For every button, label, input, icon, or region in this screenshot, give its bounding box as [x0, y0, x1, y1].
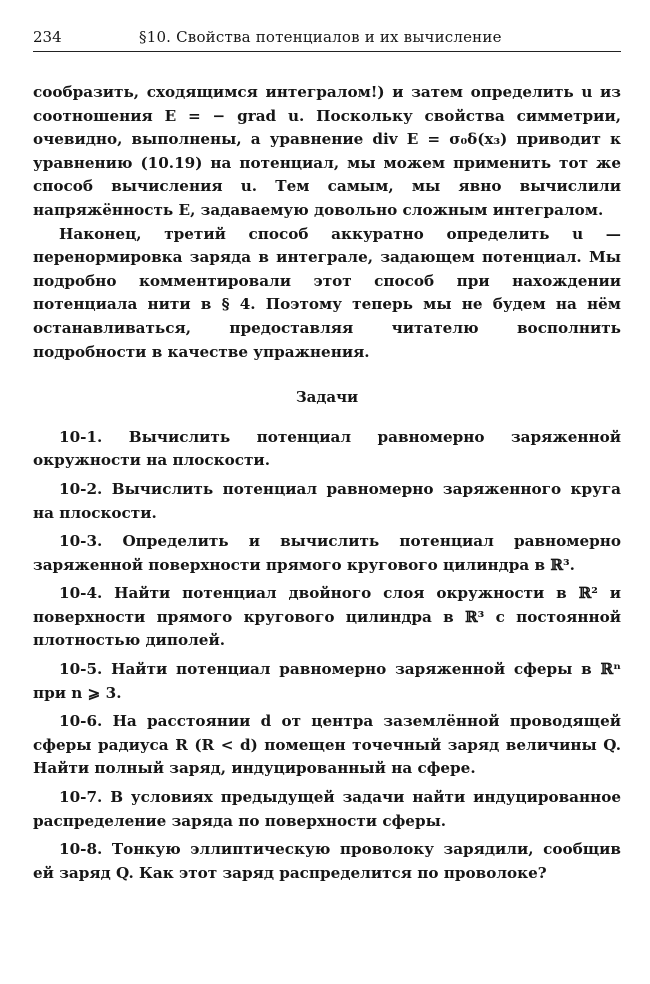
- problem-text: Тонкую эллиптическую проволоку зарядили, сообщив ей заряд Q. Как этот заряд распределится по проволоке?: [33, 840, 621, 882]
- problem-number: 10-6.: [59, 712, 103, 731]
- problem-text: Найти потенциал равномерно заряженной сферы в ℝⁿ при n ⩾ 3.: [33, 660, 622, 702]
- problem-text: Найти потенциал двойного слоя окружности в ℝ² и поверхности прямого кругового цилиндра в ℝ³ с постоянной плотностью диполей.: [33, 584, 621, 650]
- paragraph-continued: сообразить, сходящимся интегралом!) и затем определить u из соотношения E = − grad u. Поскольку свойства симметрии, очевидно, выполнены, а уравнение div E = σ₀δ(x₃) приводит к уравнению (10.19) на потенциал, мы можем применить тот же способ вычисления u. Тем самым, мы явно вычислили напряжённость E, задаваемую довольно сложным интегралом.: [33, 83, 621, 219]
- running-header: [33, 28, 621, 50]
- problem-number: 10-4.: [59, 584, 103, 603]
- page-number: 234: [33, 28, 62, 46]
- problem-text: Вычислить потенциал равномерно заряженного круга на плоскости.: [33, 479, 621, 522]
- problem-number: 10-1.: [59, 427, 103, 446]
- problem-item: [33, 786, 621, 833]
- header-rule: [33, 51, 621, 52]
- problem-number: 10-7.: [59, 788, 103, 807]
- problem-item: [33, 710, 621, 781]
- problem-number: 10-8.: [59, 840, 103, 859]
- problem-item: [33, 530, 621, 577]
- problem-item: [33, 838, 621, 885]
- problem-item: [33, 582, 621, 653]
- problem-number: 10-3.: [59, 532, 103, 551]
- problem-item: [33, 658, 621, 705]
- paragraph-renormalization: Наконец, третий способ аккуратно определить u — перенормировка заряда в интеграле, задающем потенциал. Мы подробно комментировали этот способ при нахождении потенциала нити в § 4. Поэтому теперь мы не будем на нём останавливаться, предоставляя читателю восполнить подробности в качестве упражнения.: [33, 224, 621, 361]
- problem-text: Вычислить потенциал равномерно заряженной окружности на плоскости.: [33, 427, 621, 470]
- problem-list: [33, 426, 621, 886]
- problem-number: 10-2.: [59, 479, 103, 498]
- running-title: §10. Свойства потенциалов и их вычисление: [139, 28, 502, 46]
- problem-item: [33, 426, 621, 473]
- section-heading-problems: Задачи: [295, 388, 359, 407]
- problem-item: [33, 478, 621, 525]
- problem-text: На расстоянии d от центра заземлённой проводящей сферы радиуса R (R < d) помещен точечный заряд величины Q. Найти полный заряд, индуцированный на сфере.: [33, 712, 621, 778]
- problem-number: 10-5.: [59, 660, 103, 679]
- problem-text: В условиях предыдущей задачи найти индуцированное распределение заряда по поверхности сферы.: [33, 788, 622, 830]
- page-body: [33, 81, 621, 890]
- problem-text: Определить и вычислить потенциал равномерно заряженной поверхности прямого кругового цилиндра в ℝ³.: [33, 532, 621, 574]
